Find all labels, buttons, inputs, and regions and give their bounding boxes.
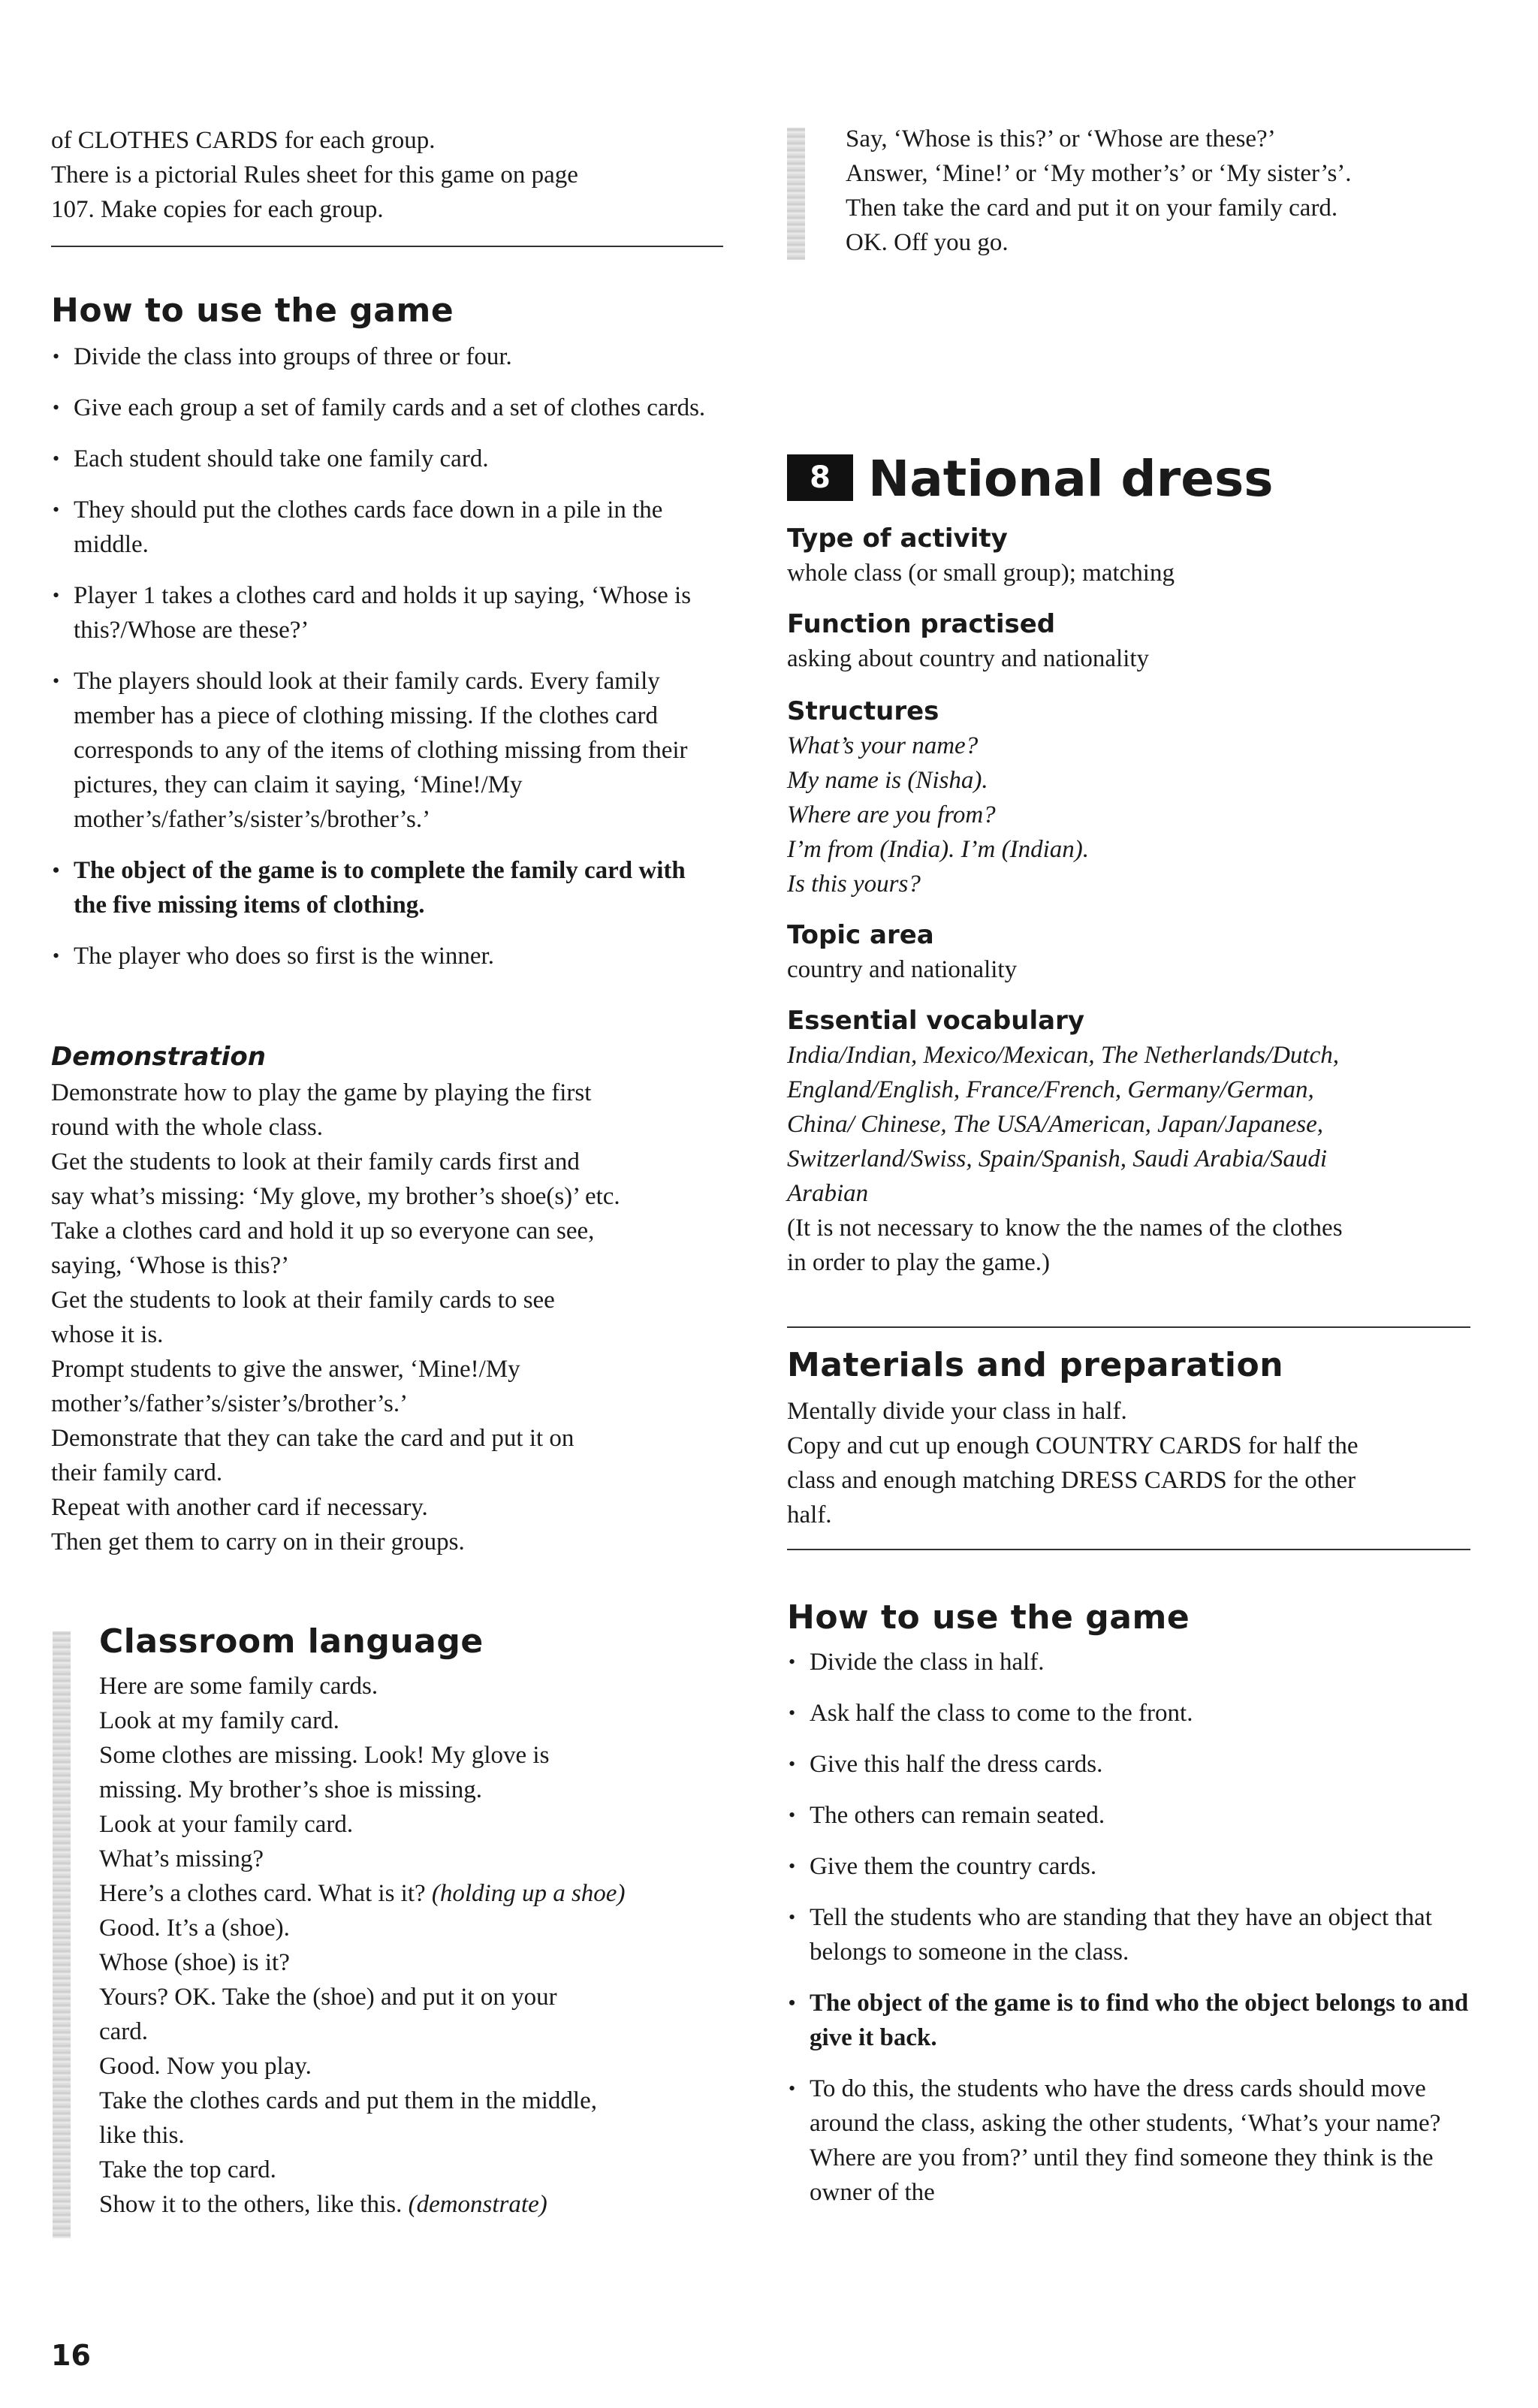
topic-area-value: country and nationality <box>787 956 1018 983</box>
materials-text: Mentally divide your class in half. Copy and cut up enough COUNTRY CARDS for half the class and enough matching DRESS CARDS for the other half. <box>787 1398 1359 1528</box>
list-item: • Ask half the class to come to the front. <box>787 1696 1470 1731</box>
say-sidebar-bar <box>787 128 805 260</box>
classroom-language-heading: Classroom language <box>99 1622 484 1661</box>
list-item: • Player 1 takes a clothes card and holds it up saying, ‘Whose is this?/Whose are these?’ <box>51 578 723 647</box>
demonstration-text: Demonstrate how to play the game by playing the first round with the whole class. Get the students to look at their family cards first and say what’s missing: ‘My glove, my brother’s shoe(s)’ etc. Take a clothes card and hold it up so everyone can see, saying, ‘Whose is this?’ Get the students to look at their family cards to see whose it is. Prompt students to give the answer, ‘Mine!/My mother’s/father’s/sister’s/brother’s.’ Demonstrate that they can take the card and put it on their family card. Repeat with another card if necessary. Then get them to carry on in their groups. <box>51 1079 620 1556</box>
list-item: • Tell the students who are standing that they have an object that belongs to someone in the class. <box>787 1900 1470 1969</box>
section-number-badge: 8 <box>787 454 853 501</box>
dress-cards-term: DRESS CARDS <box>1060 1467 1227 1494</box>
demonstration-heading: Demonstration <box>51 1042 266 1072</box>
essential-vocabulary-label: Essential vocabulary <box>787 1006 1084 1036</box>
intro-text: of CLOTHES CARDS for each group. There is a pictorial Rules sheet for this game on page 107. Make copies for each group. <box>51 127 578 223</box>
list-item-objective: • The object of the game is to find who the object belongs to and give it back. <box>787 1986 1470 2055</box>
divider <box>787 1326 1470 1328</box>
essential-vocabulary-list: India/Indian, Mexico/Mexican, The Netherlands/Dutch, England/English, France/French, Germany/German, China/ Chinese, The USA/American, Japan/Japanese, Switzerland/Swiss, Spain/Spanish, Saudi Arabia/Saudi Arabian <box>787 1042 1339 1207</box>
list-item: • Give them the country cards. <box>787 1849 1470 1884</box>
list-item: • The player who does so first is the winner. <box>51 939 723 973</box>
materials-heading: Materials and preparation <box>787 1346 1284 1384</box>
list-item-objective: • The object of the game is to complete the family card with the five missing items of clothing. <box>51 853 723 922</box>
list-item: • To do this, the students who have the dress cards should move around the class, asking the other students, ‘What’s your name? Where are you from?’ until they find someone they think is the owner of the <box>787 2072 1470 2210</box>
list-item: • The players should look at their family cards. Every family member has a piece of clothing missing. If the clothes card corresponds to any of the items of clothing missing from their pictures, they can claim it saying, ‘Mine!/My mother’s/father’s/sister’s/brother’s.’ <box>51 664 723 837</box>
divider <box>51 246 723 247</box>
how-to-use-list <box>51 339 723 990</box>
structures-list: What’s your name? My name is (Nisha). Where are you from? I’m from (India). I’m (Indian). Is this yours? <box>787 732 1090 898</box>
vocabulary-note: (It is not necessary to know the the names of the clothes in order to play the game.) <box>787 1215 1343 1276</box>
clothes-cards-term: CLOTHES CARDS <box>77 127 279 154</box>
list-item: • Divide the class into groups of three or four. <box>51 339 723 374</box>
section-title: 8 National dress <box>787 449 1274 509</box>
function-value: asking about country and nationality <box>787 645 1150 672</box>
list-item: • Divide the class in half. <box>787 1645 1470 1679</box>
say-instructions: Say, ‘Whose is this?’ or ‘Whose are these?’ Answer, ‘Mine!’ or ‘My mother’s’ or ‘My sister’s’. Then take the card and put it on your family card. OK. Off you go. <box>846 125 1352 256</box>
classroom-language-sidebar-bar <box>53 1631 71 2238</box>
how-to-use-list-right <box>787 1645 1470 2226</box>
list-item: • Give each group a set of family cards and a set of clothes cards. <box>51 391 723 425</box>
country-cards-term: COUNTRY CARDS <box>1035 1432 1242 1459</box>
page-number: 16 <box>51 2339 91 2372</box>
topic-area-label: Topic area <box>787 920 934 950</box>
how-to-use-heading-right: How to use the game <box>787 1598 1190 1637</box>
list-item: • The others can remain seated. <box>787 1798 1470 1833</box>
how-to-use-heading: How to use the game <box>51 291 454 330</box>
function-label: Function practised <box>787 609 1056 639</box>
type-of-activity-value: whole class (or small group); matching <box>787 560 1175 587</box>
list-item: • Each student should take one family card. <box>51 442 723 476</box>
list-item: • They should put the clothes cards face down in a pile in the middle. <box>51 493 723 562</box>
type-of-activity-label: Type of activity <box>787 524 1008 554</box>
list-item: • Give this half the dress cards. <box>787 1747 1470 1782</box>
divider <box>787 1549 1470 1550</box>
classroom-language-text: Here are some family cards. Look at my family card. Some clothes are missing. Look! My glove is missing. My brother’s shoe is missing. Look at your family card. What’s missing? Here’s a clothes card. What is it? (holding up a shoe) Good. It’s a (shoe). Whose (shoe) is it? Yours? OK. Take the (shoe) and put it on your card. Good. Now you play. Take the clothes cards and put them in the middle, like this. Take the top card. Show it to the others, like this. (demonstrate) <box>99 1673 626 2218</box>
structures-label: Structures <box>787 696 939 726</box>
